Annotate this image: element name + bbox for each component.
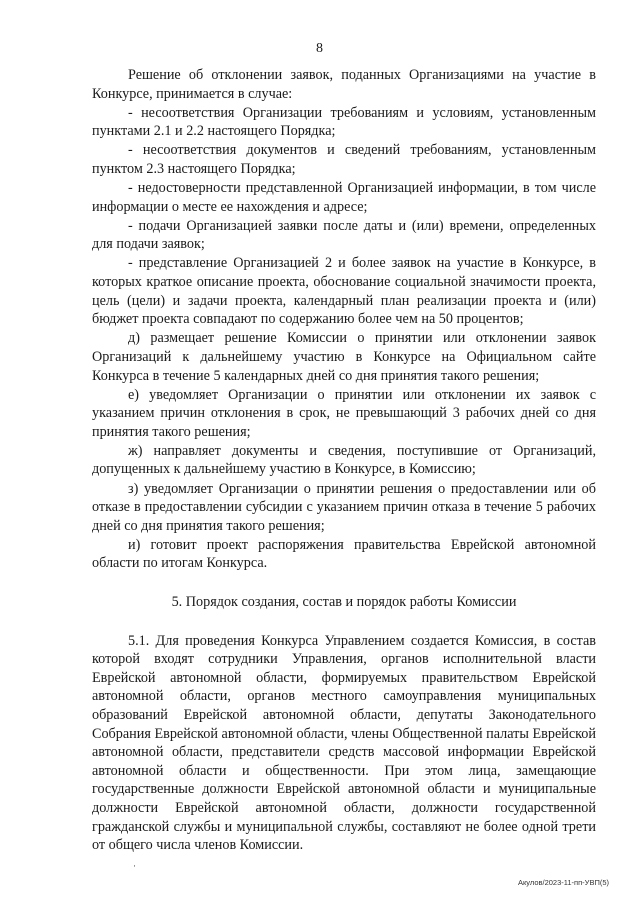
paragraph-e: е) уведомляет Организации о принятии или отклонении их заявок с указанием причин отклонения в срок, не превышающий 3 рабочих дней со дня принятия такого решения; [92, 386, 596, 440]
paragraph-5-1: 5.1. Для проведения Конкурса Управлением создается Комиссия, в состав которой входят сотрудники Управления, органов исполнительной власти Еврейской автономной области, формируемых правительством Еврейской автономной области, органов местного самоуправления муниципальных образований Еврейской автономной области, депутаты Законодательного Собрания Еврейской автономной области, члены Общественной палаты Еврейской автономной области, представители средств массовой информации Еврейской автономной области и общественности. При этом лица, замещающие государственные должности Еврейской автономной области и муниципальные должности Еврейской автономной области, должности государственной гражданской службы и муниципальной службы, составляют не более одной трети от общего числа членов Комиссии. [92, 632, 596, 854]
list-item-noncompliance-org: - несоответствия Организации требованиям и условиям, установленным пунктами 2.1 и 2.2 настоящего Порядка; [92, 104, 596, 140]
list-item-late-submission: - подачи Организацией заявки после даты и (или) времени, определенных для подачи заявок; [92, 217, 596, 253]
list-item-noncompliance-docs: - несоответствия документов и сведений требованиям, установленным пунктом 2.3 настоящего Порядка; [92, 142, 596, 177]
paragraph-d: д) размещает решение Комиссии о принятии или отклонении заявок Организаций к дальнейшему участию в Конкурсе на Официальном сайте Конкурса в течение 5 календарных дней со дня принятия такого решения; [92, 330, 596, 384]
paragraph-zh: ж) направляет документы и сведения, поступившие от Организаций, допущенных к дальнейшему участию в Конкурсе, в Комиссию; [92, 442, 596, 478]
page-number: 8 [316, 41, 323, 56]
paragraph-rejection-intro: Решение об отклонении заявок, поданных Организациями на участие в Конкурсе, принимается в случае: [92, 67, 596, 102]
list-item-duplicate-applications: - представление Организацией 2 и более заявок на участие в Конкурсе, в которых краткое описание проекта, обоснование социальной значимости проекта, цель (цели) и задачи проекта, календарный план реализации проекта и (или) бюджет проекта совпадают по содержанию более чем на 50 процентов; [92, 255, 596, 328]
paragraph-i: и) готовит проект распоряжения правительства Еврейской автономной области по итогам Конкурса. [92, 536, 596, 572]
stray-mark: · [133, 861, 136, 871]
list-item-unreliable-info: - недостоверности представленной Организацией информации, в том числе информации о месте ее нахождения и адресе; [92, 180, 596, 215]
document-code: Акулов/2023-11-пп-УВП(5) [517, 878, 609, 887]
section-title: 5. Порядок создания, состав и порядок работы Комиссии [171, 594, 517, 611]
document-body [92, 66, 596, 855]
paragraph-z: з) уведомляет Организации о принятии решения о предоставлении или об отказе в предоставлении субсидии с указанием причин отказа в течение 5 рабочих дней со дня принятия такого решения; [92, 480, 596, 534]
